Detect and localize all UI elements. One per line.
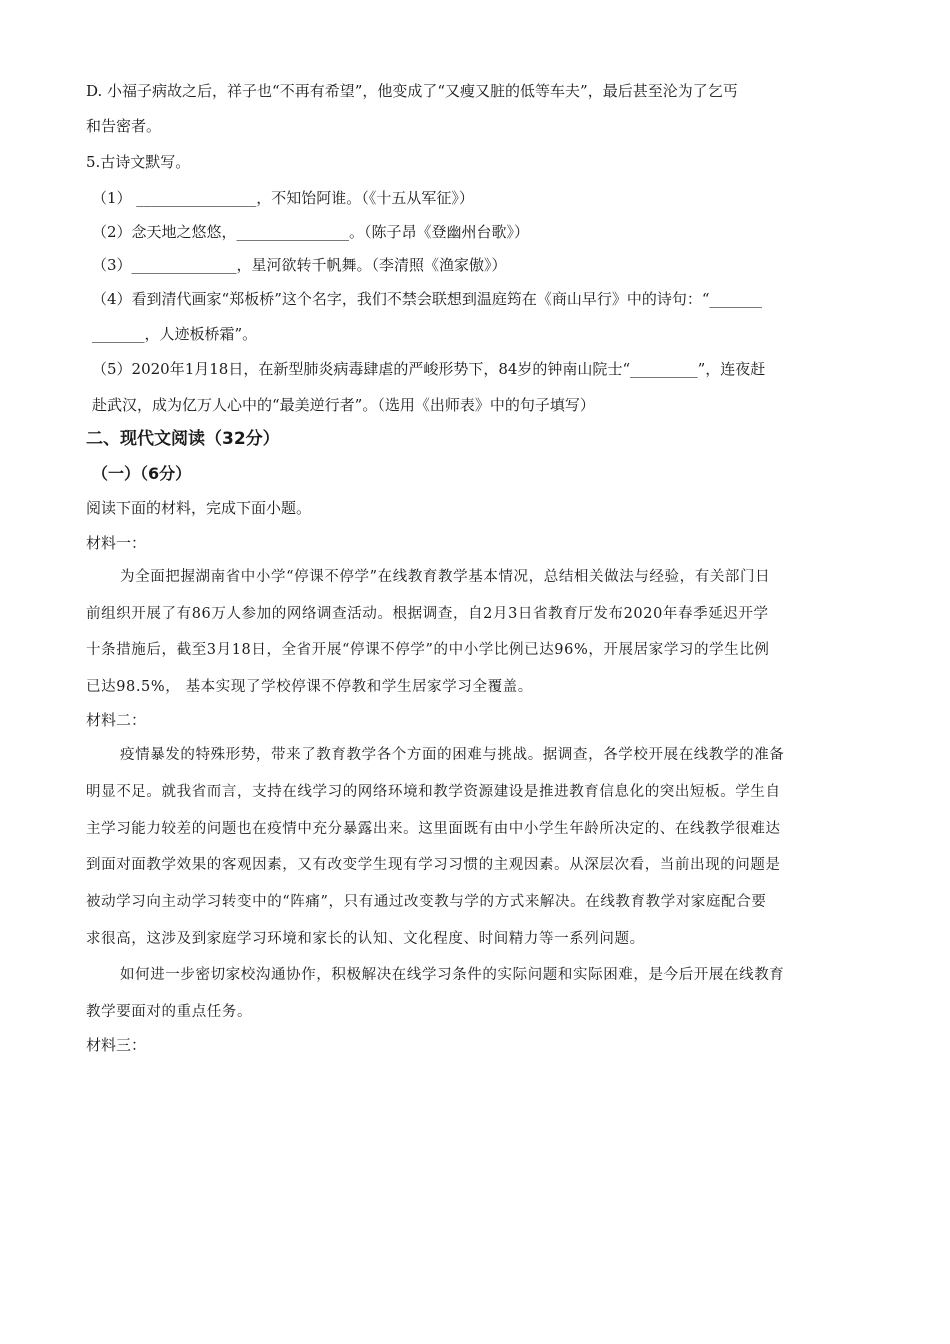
material-2-para-line-2: 明显不足。就我省而言，支持在线学习的网络环境和教学资源建设是推进教育信息化的突出短板。学生自 [86,784,781,800]
material-1-para-line-3: 十条措施后，截至3月18日，全省开展“停课不停学”的中小学比例已达96%，开展居家学习的学生比例 [86,642,770,658]
question-5-item-2: （2）念天地之悠悠，_______________。（陈子昂《登幽州台歌》） [92,223,530,241]
question-5-item-4-line-2: _______，人迹板桥霜”。 [92,325,258,343]
option-d-line-2: 和告密者。 [86,117,162,135]
material-2-para-line-5: 被动学习向主动学习转变中的“阵痛”，只有通过改变教与学的方式来解决。在线教育教学对家庭配合要 [86,894,767,910]
material-1-para-line-4: 已达98.5%， 基本实现了学校停课不停教和学生居家学习全覆盖。 [86,679,533,695]
material-2-label: 材料二： [86,711,147,729]
material-1-para-line-2: 前组织开展了有86万人参加的网络调查活动。根据调查，自2月3日省教育厅发布2020年春季延迟开学 [86,606,769,622]
reading-instruction: 阅读下面的材料，完成下面小题。 [86,499,312,517]
question-5-item-3: （3）______________，星河欲转千帆舞。（李清照《渔家傲》） [92,256,507,274]
question-5-title: 5.古诗文默写。 [86,153,191,171]
question-5-item-5-line-2: 赴武汉，成为亿万人心中的“最美逆行者”。（选用《出师表》中的句子填写） [92,396,595,414]
material-2-para-line-6: 求很高，这涉及到家庭学习环境和家长的认知、文化程度、时间精力等一系列问题。 [86,931,645,947]
material-2-para2-line-1: 如何进一步密切家校沟通协作，积极解决在线学习条件的实际问题和实际困难，是今后开展在线教育 [120,967,785,983]
material-2-para2-line-2: 教学要面对的重点任务。 [86,1004,253,1020]
part-1-heading: （一）（6分） [92,464,192,483]
option-d-line-1: D. 小福子病故之后，祥子也“不再有希望”，他变成了“又瘦又脏的低等车夫”，最后甚至沦为了乞丐 [86,82,738,100]
material-1-para-line-1: 为全面把握湖南省中小学“停课不停学”在线教育教学基本情况，总结相关做法与经验，有关部门日 [120,569,771,585]
question-5-item-1: （1） ________________，不知饴阿谁。（《十五从军征》） [92,189,474,207]
question-5-item-4-line-1: （4）看到清代画家“郑板桥”这个名字，我们不禁会联想到温庭筠在《商山早行》中的诗句：“_______ [92,290,763,308]
material-1-label: 材料一： [86,534,147,552]
material-2-para-line-4: 到面对面教学效果的客观因素，又有改变学生现有学习习惯的主观因素。从深层次看，当前出现的问题是 [86,857,781,873]
question-5-item-5-line-1: （5）2020年1月18日，在新型肺炎病毒肆虐的严峻形势下，84岁的钟南山院士“_________”，连夜赶 [92,360,766,378]
section-2-heading: 二、现代文阅读（32分） [86,429,280,449]
material-2-para-line-3: 主学习能力较差的问题也在疫情中充分暴露出来。这里面既有由中小学生年龄所决定的、在线教学很难达 [86,821,781,837]
material-3-label: 材料三： [86,1036,147,1054]
material-2-para-line-1: 疫情暴发的特殊形势，带来了教育教学各个方面的困难与挑战。据调查，各学校开展在线教学的准备 [120,747,785,763]
